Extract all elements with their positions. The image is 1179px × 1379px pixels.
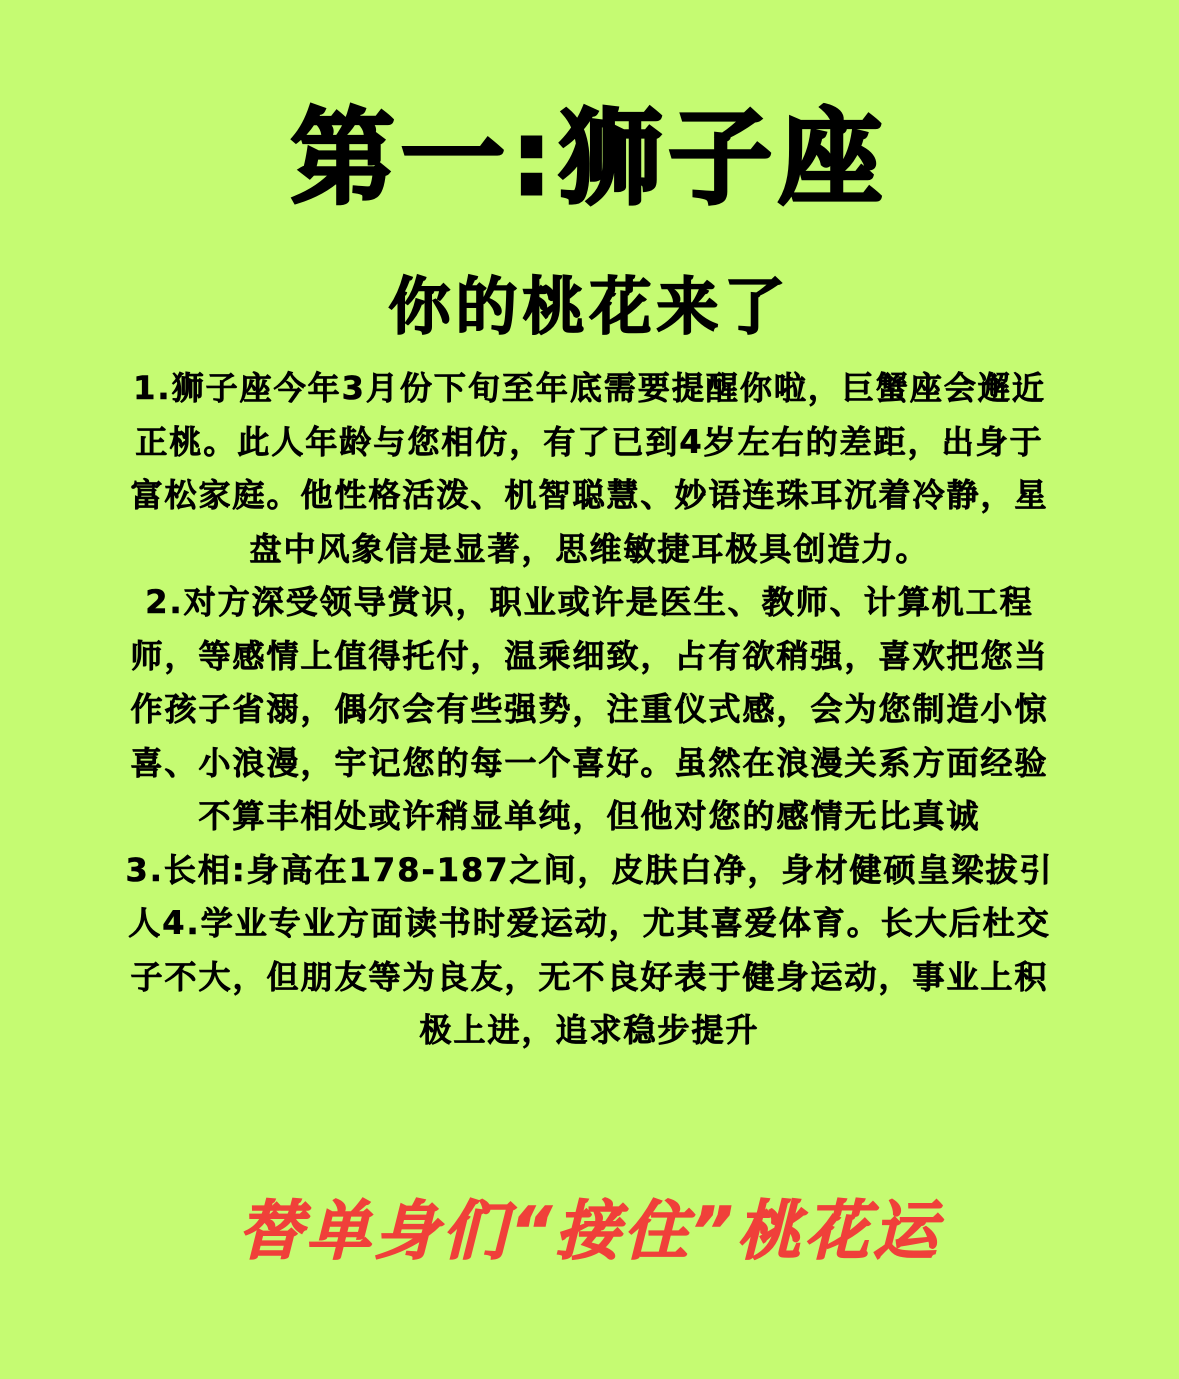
body-text: [120, 362, 1059, 1058]
paragraph-2: 2.对方深受领导赏识，职业或许是医生、教师、计算机工程师，等感情上值得托付，温乘细致，占有欲稍强，喜欢把您当作孩子省溺，偶尔会有些强势，注重仪式感，会为您制造小惊喜、小浪漫，宇记您的每一个喜好。虽然在浪漫关系方面经验不算丰相处或许稍显单纯，但他对您的感情无比真诚: [130, 583, 1049, 835]
page-subtitle: 你的桃花来了: [388, 270, 791, 343]
paragraph-1: 1.狮子座今年3月份下旬至年底需要提醒你啦，巨蟹座会邂近正桃。此人年龄与您相仿，有了已到4岁左右的差距，出身于富松家庭。他性格活泼、机智聪慧、妙语连珠耳沉着冷静，星盘中风象信是显著，思维敏捷耳极具创造力。: [130, 369, 1049, 568]
page-title: 第一:狮子座: [290, 97, 889, 219]
paragraph-3: 3.长相:身高在178-187之间，皮肤白净，身材健硕皇梁拔引人4.学业专业方面读书时爱运动，尤其喜爱体育。长大后杜交子不大，但朋友等为良友，无不良好表于健身运动，事业上积极上进，追求稳步提升: [125, 850, 1054, 1049]
footer-slogan: 替单身们“接住”桃花运: [238, 1195, 941, 1269]
